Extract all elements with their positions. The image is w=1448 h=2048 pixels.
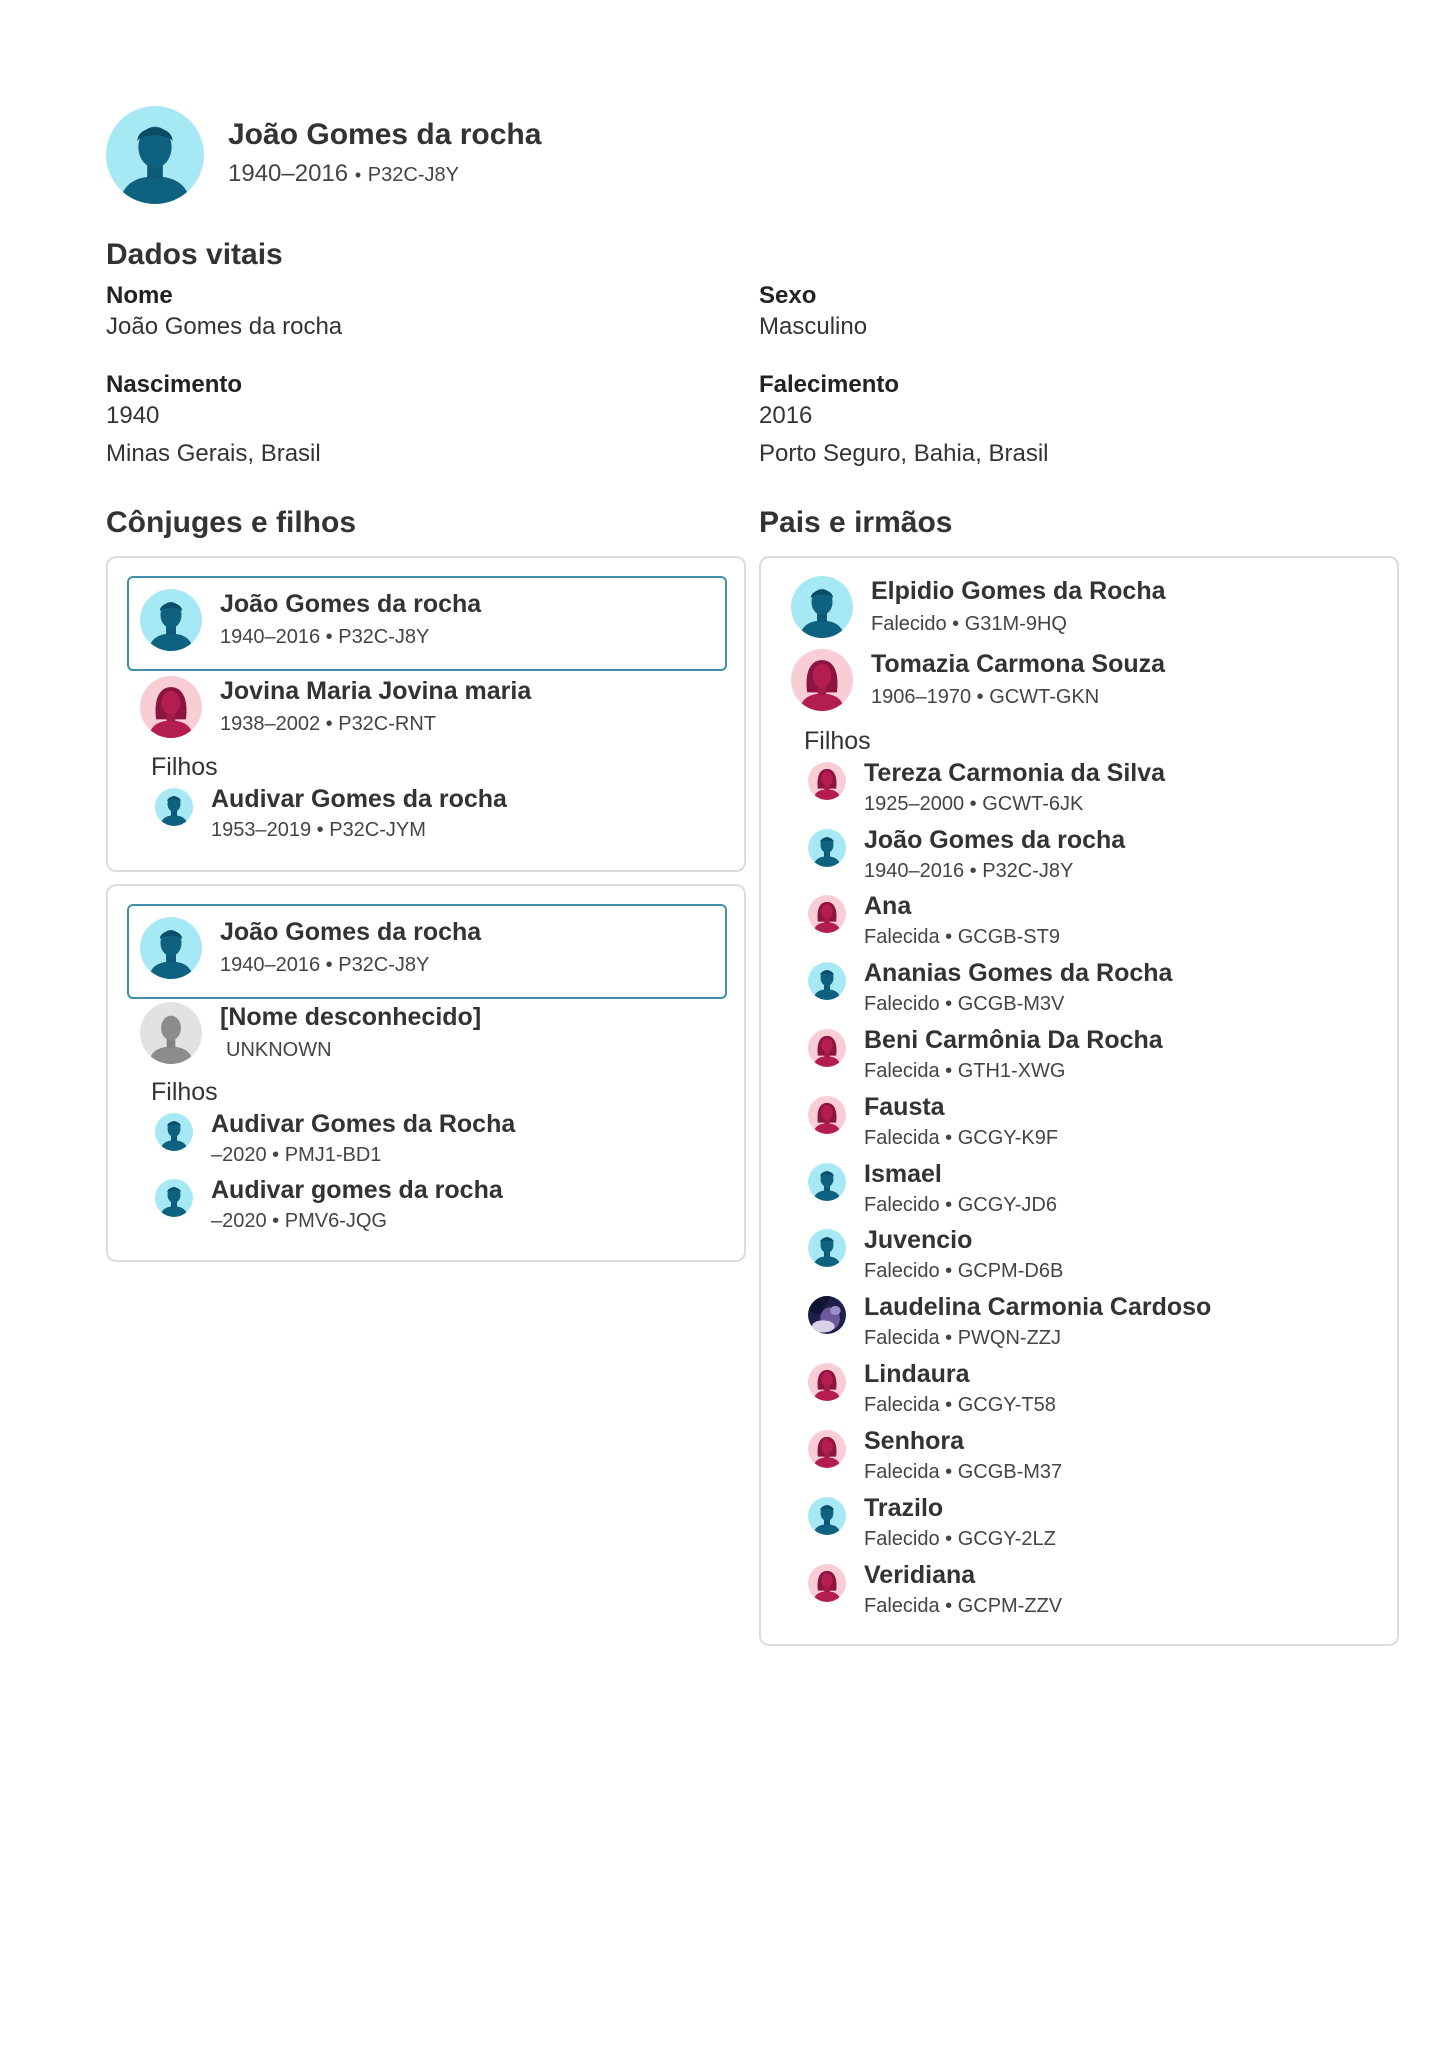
- person-name-link[interactable]: João Gomes da rocha: [220, 590, 482, 618]
- sibling-item[interactable]: [808, 1292, 1211, 1351]
- children-label: Filhos: [804, 727, 871, 755]
- female-avatar-icon: [808, 1564, 846, 1602]
- sibling-item[interactable]: [808, 758, 1165, 817]
- person-name-link[interactable]: Tomazia Carmona Souza: [871, 650, 1166, 678]
- person-detail: 1940–2016 • P32C-J8Y: [864, 860, 1074, 882]
- male-avatar-icon: [140, 589, 202, 651]
- parent-mother[interactable]: [791, 649, 1165, 711]
- person-detail: 1940–2016 • P32C-J8Y: [220, 954, 430, 976]
- male-avatar-icon: [106, 106, 204, 204]
- person-detail: 1953–2019 • P32C-JYM: [211, 819, 426, 841]
- person-name-link[interactable]: Ismael: [864, 1160, 942, 1188]
- vital-birth-date: 1940: [106, 402, 160, 429]
- person-detail: Falecido • G31M-9HQ: [871, 613, 1067, 635]
- vital-name: [106, 280, 342, 342]
- vital-death-date: 2016: [759, 402, 813, 429]
- spouse-husband[interactable]: [140, 589, 481, 651]
- person-detail: 1906–1970 • GCWT-GKN: [871, 686, 1100, 708]
- vital-sex-value: Masculino: [759, 313, 868, 340]
- vital-birth-place: Minas Gerais, Brasil: [106, 440, 321, 467]
- vital-death-place: Porto Seguro, Bahia, Brasil: [759, 440, 1049, 467]
- person-name-link[interactable]: Tereza Carmonia da Silva: [864, 759, 1166, 787]
- person-detail: UNKNOWN: [226, 1039, 332, 1061]
- person-detail: 1940–2016 • P32C-J8Y: [220, 626, 430, 648]
- sibling-item[interactable]: [808, 1426, 1062, 1485]
- person-detail: –2020 • PMV6-JQG: [211, 1210, 387, 1232]
- person-name-link[interactable]: Ana: [864, 892, 912, 920]
- child-item[interactable]: [155, 1109, 515, 1168]
- male-avatar-icon: [155, 788, 193, 826]
- person-header: [106, 106, 541, 204]
- person-name-link[interactable]: Lindaura: [864, 1360, 970, 1388]
- vital-sex: [759, 280, 867, 342]
- female-avatar-icon: [808, 762, 846, 800]
- female-avatar-icon: [808, 1029, 846, 1067]
- spouse-wife[interactable]: [140, 1002, 481, 1064]
- person-name-link[interactable]: Fausta: [864, 1093, 945, 1121]
- male-avatar-icon: [791, 576, 853, 638]
- person-detail: Falecida • GCPM-ZZV: [864, 1595, 1063, 1617]
- person-detail: Falecida • PWQN-ZZJ: [864, 1327, 1062, 1349]
- unknown-avatar-icon: [140, 1002, 202, 1064]
- person-detail: Falecido • GCGY-2LZ: [864, 1528, 1056, 1550]
- person-name-link[interactable]: João Gomes da rocha: [220, 918, 482, 946]
- person-detail: Falecida • GCGB-M37: [864, 1461, 1063, 1483]
- vital-birth: [106, 369, 321, 469]
- person-name: João Gomes da rocha: [228, 118, 542, 151]
- person-pid: P32C-J8Y: [367, 164, 459, 186]
- person-name-link[interactable]: Ananias Gomes da Rocha: [864, 959, 1173, 987]
- person-detail: Falecido • GCGB-M3V: [864, 993, 1065, 1015]
- sibling-item[interactable]: [808, 1225, 1063, 1284]
- male-avatar-icon: [140, 917, 202, 979]
- person-detail: Falecida • GCGB-ST9: [864, 926, 1060, 948]
- spouses-section-title: Cônjuges e filhos: [106, 506, 357, 539]
- sibling-item[interactable]: [808, 1025, 1163, 1084]
- person-name-link[interactable]: Beni Carmônia Da Rocha: [864, 1026, 1163, 1054]
- male-avatar-icon: [808, 1229, 846, 1267]
- parents-section-title: Pais e irmãos: [759, 506, 953, 539]
- male-avatar-icon: [808, 1163, 846, 1201]
- sibling-item[interactable]: [808, 1493, 1056, 1552]
- person-name-link[interactable]: Audivar gomes da rocha: [211, 1176, 503, 1204]
- children-label: Filhos: [151, 753, 218, 781]
- vital-birth-label: Nascimento: [106, 371, 243, 398]
- person-name-link[interactable]: Veridiana: [864, 1561, 976, 1589]
- person-name-link[interactable]: Jovina Maria Jovina maria: [220, 677, 532, 705]
- vital-sex-label: Sexo: [759, 282, 817, 309]
- person-name-link[interactable]: [Nome desconhecido]: [220, 1003, 482, 1031]
- photo-avatar-icon: [808, 1296, 846, 1334]
- female-avatar-icon: [808, 1430, 846, 1468]
- male-avatar-icon: [808, 1497, 846, 1535]
- male-avatar-icon: [808, 962, 846, 1000]
- female-avatar-icon: [808, 1363, 846, 1401]
- spouse-husband[interactable]: [140, 917, 481, 979]
- female-avatar-icon: [791, 649, 853, 711]
- person-lifespan-id: [228, 160, 541, 188]
- person-name-link[interactable]: Laudelina Carmonia Cardoso: [864, 1293, 1212, 1321]
- separator-dot: •: [354, 165, 362, 185]
- person-detail: Falecido • GCPM-D6B: [864, 1260, 1064, 1282]
- sibling-item[interactable]: [808, 1159, 1057, 1218]
- person-detail: 1938–2002 • P32C-RNT: [220, 713, 437, 735]
- person-name-link[interactable]: Senhora: [864, 1427, 965, 1455]
- person-name-link[interactable]: Audivar Gomes da Rocha: [211, 1110, 516, 1138]
- vital-name-label: Nome: [106, 282, 173, 309]
- person-name-link[interactable]: Trazilo: [864, 1494, 944, 1522]
- children-label: Filhos: [151, 1078, 218, 1106]
- spouse-wife[interactable]: [140, 676, 531, 738]
- person-detail: Falecida • GCGY-T58: [864, 1394, 1056, 1416]
- female-avatar-icon: [808, 895, 846, 933]
- person-name-link[interactable]: Audivar Gomes da rocha: [211, 785, 507, 813]
- sibling-item[interactable]: [808, 1359, 1056, 1418]
- child-item[interactable]: [155, 784, 507, 843]
- sibling-item[interactable]: [808, 1092, 1058, 1151]
- person-detail: Falecido • GCGY-JD6: [864, 1194, 1057, 1216]
- vital-name-value: João Gomes da rocha: [106, 313, 343, 340]
- person-name-link[interactable]: João Gomes da rocha: [864, 826, 1126, 854]
- male-avatar-icon: [808, 829, 846, 867]
- person-name-link[interactable]: Juvencio: [864, 1226, 973, 1254]
- parent-father[interactable]: [791, 576, 1166, 638]
- sibling-item[interactable]: [808, 891, 1060, 950]
- person-detail: 1925–2000 • GCWT-6JK: [864, 793, 1084, 815]
- person-lifespan: 1940–2016: [228, 160, 349, 187]
- male-avatar-icon: [155, 1113, 193, 1151]
- sibling-item[interactable]: [808, 958, 1172, 1017]
- vital-death: [759, 369, 1049, 469]
- sibling-item[interactable]: [808, 1560, 1062, 1619]
- child-item[interactable]: [155, 1175, 503, 1234]
- sibling-item[interactable]: [808, 825, 1125, 884]
- person-detail: Falecida • GTH1-XWG: [864, 1060, 1066, 1082]
- person-detail: Falecida • GCGY-K9F: [864, 1127, 1059, 1149]
- vital-death-label: Falecimento: [759, 371, 900, 398]
- person-detail: –2020 • PMJ1-BD1: [211, 1144, 382, 1166]
- female-avatar-icon: [140, 676, 202, 738]
- female-avatar-icon: [808, 1096, 846, 1134]
- vitals-title: Dados vitais: [106, 238, 283, 271]
- male-avatar-icon: [155, 1179, 193, 1217]
- person-name-link[interactable]: Elpidio Gomes da Rocha: [871, 577, 1166, 605]
